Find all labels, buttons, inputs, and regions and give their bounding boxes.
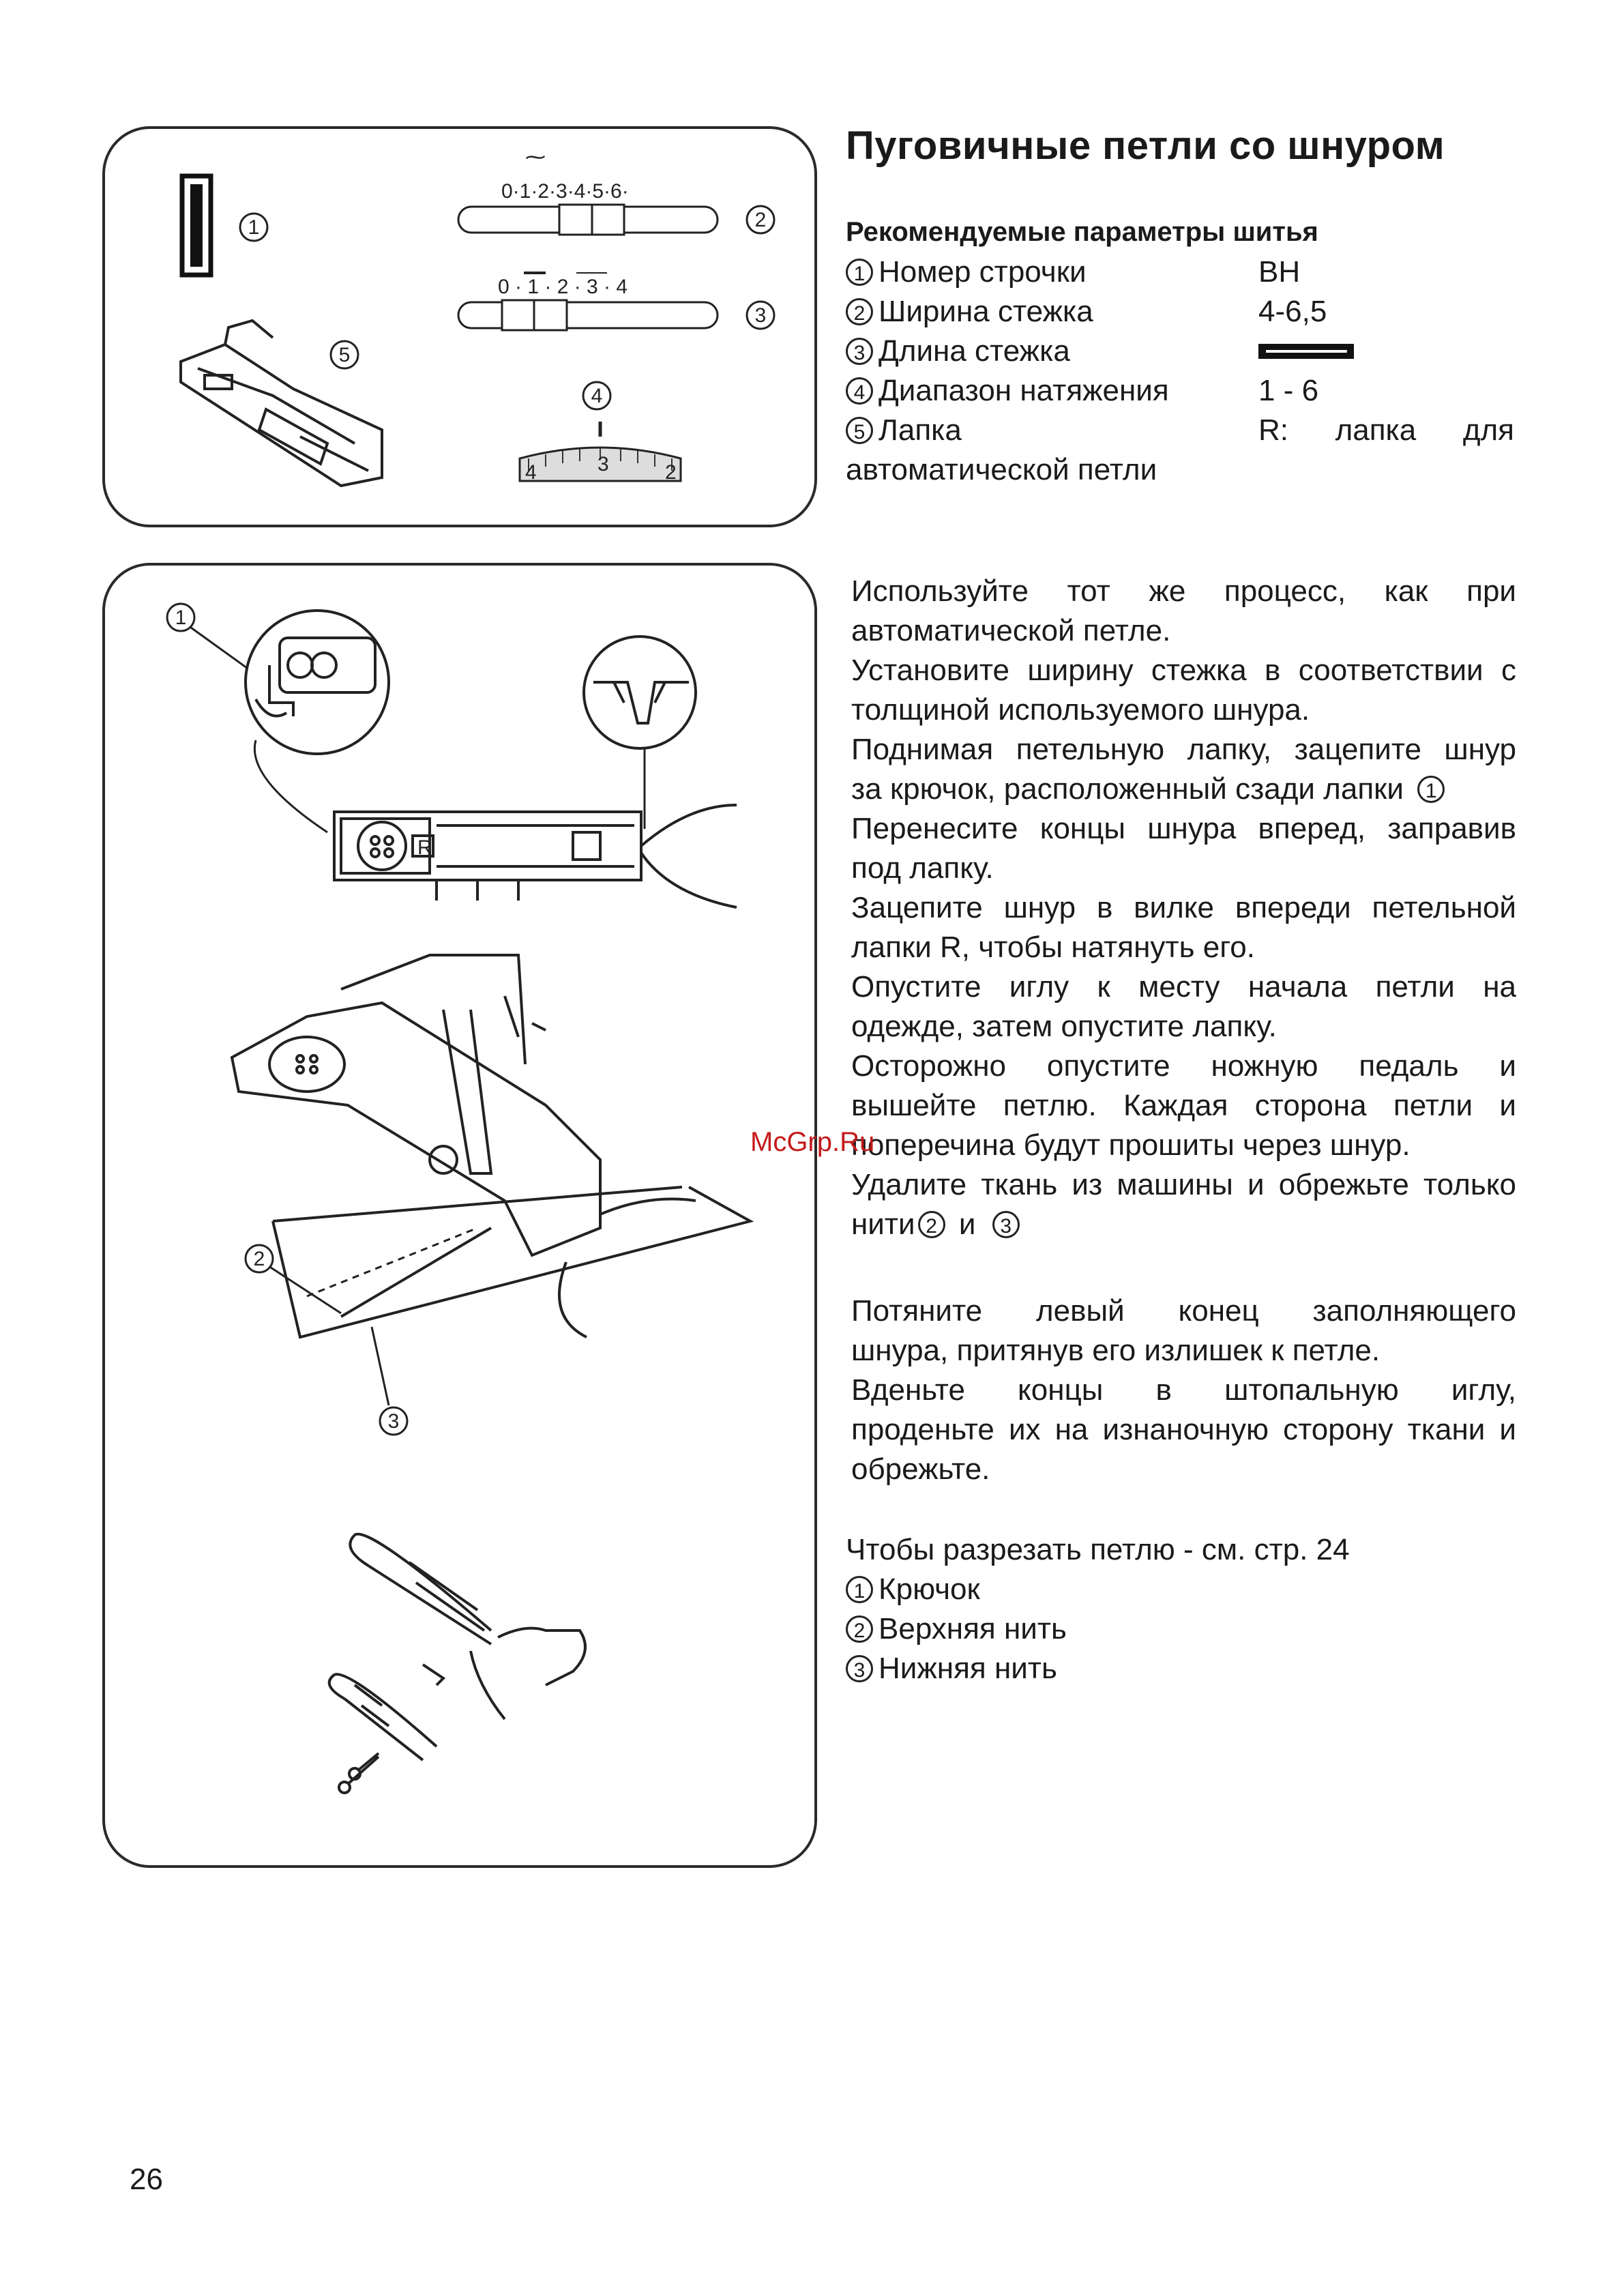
param-number: 5 bbox=[846, 417, 873, 444]
see-page-note: Чтобы разрезать петлю - см. стр. 24 bbox=[846, 1533, 1350, 1566]
callout-label-hook: 1 bbox=[175, 606, 187, 629]
tension-label-2: 2 bbox=[665, 461, 677, 484]
param-row-foot-cont bbox=[846, 450, 1514, 490]
param-value: R: лапка для bbox=[1258, 413, 1514, 447]
param-value: 1 - 6 bbox=[1258, 374, 1319, 407]
callout-label-4: 4 bbox=[591, 385, 603, 407]
param-row-stitch bbox=[846, 252, 1514, 292]
paragraph-1: Используйте тот же процесс, как при автоматической петле. Установите ширину стежка в соответствии с толщиной используемого шнура. Поднимая петельную лапку, зацепите шнур за крючок, расположенный сзади лапки 1 Перенесите концы шнура вперед, заправив под лапку. Зацепите шнур в вилке впереди петельной лапки R, чтобы натянуть его. Опустите иглу к месту начала петли на одежде, затем опустите лапку. Осторожно опустите ножную педаль и вышейте петлю. Каждая сторона петли и поперечина будут прошиты через шнур. Удалите ткань из машины и обрежьте только нити 2 и 3 bbox=[851, 574, 1516, 1241]
param-label: Ширина стежка bbox=[879, 295, 1093, 328]
watermark: McGrp.Ru bbox=[750, 1127, 875, 1157]
zigzag-icon: ⁓ bbox=[525, 146, 546, 169]
tension-label-3: 3 bbox=[597, 453, 609, 476]
param-row-foot bbox=[846, 411, 1514, 450]
cord-trimming-drawing bbox=[329, 1534, 585, 1793]
param-number: 1 bbox=[846, 259, 873, 286]
legend-item-hook: 1 Крючок bbox=[846, 1570, 980, 1609]
legend-item-lower-thread: 3 Нижняя нить bbox=[846, 1649, 1057, 1688]
params-heading: Рекомендуемые параметры шитья bbox=[846, 217, 1318, 247]
callout-label-1: 1 bbox=[248, 216, 260, 239]
param-value-cont: автоматической петли bbox=[846, 453, 1157, 486]
page-number: 26 bbox=[130, 2163, 163, 2196]
param-row-width bbox=[846, 292, 1514, 332]
legend-item-upper-thread: 2 Верхняя нить bbox=[846, 1609, 1067, 1649]
buttonhole-foot-top-view bbox=[334, 805, 737, 907]
callout-label-5: 5 bbox=[338, 344, 351, 366]
param-label: Диапазон натяжения bbox=[879, 374, 1169, 407]
paragraph-2: Потяните левый конец заполняющего шнура, притянув его излишек к петле. Вденьте концы в штопальную иглу, проденьте их на изнаночную сторону ткани и обрежьте. bbox=[851, 1294, 1516, 1486]
tension-label-4: 4 bbox=[525, 461, 537, 484]
length-scale-label: 0 · 1 · 2 · 3 · 4 bbox=[498, 276, 628, 298]
callout-label-2: 2 bbox=[754, 209, 767, 231]
param-number: 4 bbox=[846, 377, 873, 405]
callout-label-lower: 3 bbox=[387, 1410, 400, 1433]
param-label: Номер строчки bbox=[879, 255, 1087, 289]
param-value: BH bbox=[1258, 255, 1301, 289]
magnifier-fork bbox=[584, 637, 696, 748]
machine-needle-area bbox=[232, 955, 750, 1337]
callout-label-upper: 2 bbox=[253, 1248, 265, 1270]
param-row-length bbox=[846, 332, 1514, 371]
stitch-length-symbol-icon bbox=[1258, 344, 1354, 359]
page-title: Пуговичные петли со шнуром bbox=[846, 123, 1445, 168]
param-value: 4-6,5 bbox=[1258, 295, 1327, 328]
callout-label-3: 3 bbox=[754, 304, 767, 327]
magnifier-hook bbox=[246, 611, 389, 754]
param-label: Лапка bbox=[879, 413, 962, 447]
param-row-tension bbox=[846, 371, 1514, 411]
foot-letter-r: R bbox=[417, 836, 432, 859]
param-number: 2 bbox=[846, 298, 873, 325]
param-number: 3 bbox=[846, 338, 873, 365]
param-label: Длина стежка bbox=[879, 334, 1070, 368]
width-scale-label: 0·1·2·3·4·5·6· bbox=[501, 180, 629, 203]
